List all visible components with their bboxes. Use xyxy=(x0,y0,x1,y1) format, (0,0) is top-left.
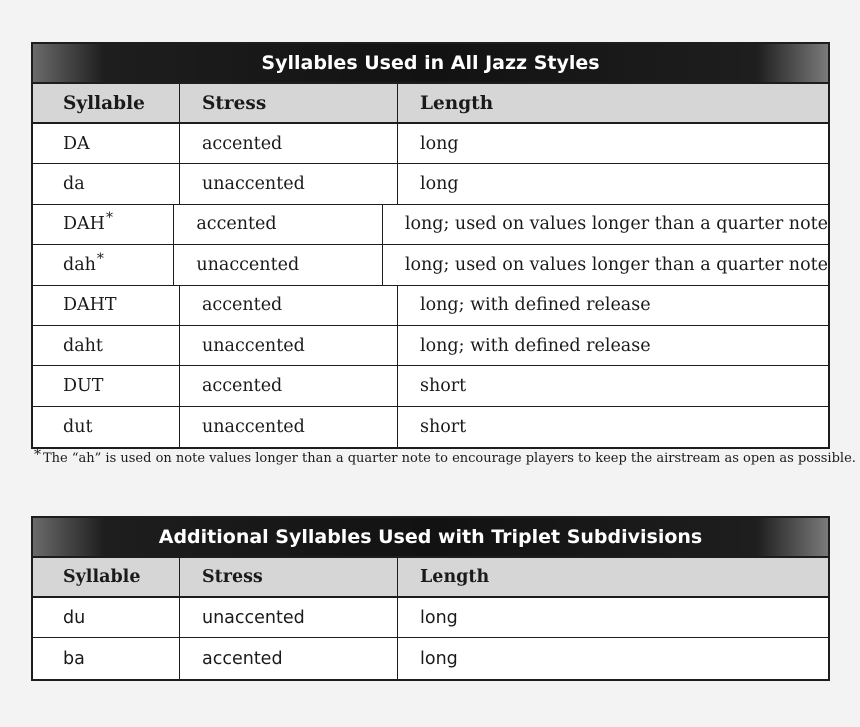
syllable-cell: da xyxy=(33,164,180,203)
header-length: Length xyxy=(420,567,490,587)
table-row xyxy=(33,326,828,366)
syllable-cell: daht xyxy=(33,326,180,365)
header-row xyxy=(33,558,828,598)
stress-cell: unaccented xyxy=(180,326,398,365)
footnote-marker: * xyxy=(96,250,104,267)
length-cell: long; with defined release xyxy=(420,335,651,356)
header-syllable: Syllable xyxy=(33,84,180,122)
syllables-table xyxy=(31,42,830,449)
footnote-text: The “ah” is used on note values longer than a quarter note to encourage players to keep the airstream as open as possible. xyxy=(43,451,856,466)
table-row xyxy=(33,124,828,164)
syllable-cell: dut xyxy=(33,407,180,447)
header-row xyxy=(33,84,828,124)
footnote xyxy=(34,447,856,466)
stress-cell: accented xyxy=(180,286,398,325)
syllable-cell: DAHT xyxy=(33,286,180,325)
length-cell: long; with defined release xyxy=(420,295,651,316)
length-cell: short xyxy=(420,416,467,437)
length-cell: long; used on values longer than a quarter note xyxy=(404,214,828,235)
table-row xyxy=(33,598,828,638)
length-cell: long xyxy=(420,648,458,669)
length-cell: long xyxy=(420,607,458,628)
table-row xyxy=(33,205,828,245)
syllable-cell: DAH * xyxy=(33,205,174,244)
stress-cell: unaccented xyxy=(180,164,398,203)
syllable-cell: du xyxy=(33,598,180,637)
stress-cell: unaccented xyxy=(174,245,383,284)
table-row xyxy=(33,638,828,678)
length-cell: long xyxy=(420,174,459,195)
length-cell: short xyxy=(420,376,467,397)
stress-cell: accented xyxy=(180,366,398,405)
header-length: Length xyxy=(420,92,494,114)
table-row xyxy=(33,164,828,204)
header-stress: Stress xyxy=(180,558,398,596)
stress-cell: unaccented xyxy=(180,407,398,447)
length-cell: long xyxy=(420,133,459,154)
header-stress: Stress xyxy=(180,84,398,122)
stress-cell: accented xyxy=(174,205,383,244)
syllable-cell: DA xyxy=(33,124,180,163)
table-row xyxy=(33,245,828,285)
table-row xyxy=(33,366,828,406)
syllable-cell: ba xyxy=(33,638,180,678)
table-row xyxy=(33,286,828,326)
footnote-marker: * xyxy=(34,447,41,463)
table-title: Additional Syllables Used with Triplet Subdivisions xyxy=(33,518,828,558)
table-row xyxy=(33,407,828,447)
header-syllable: Syllable xyxy=(33,558,180,596)
footnote-marker: * xyxy=(105,210,113,227)
triplet-syllables-table xyxy=(31,516,830,681)
length-cell: long; used on values longer than a quarter note xyxy=(404,254,828,275)
syllable-cell: dah * xyxy=(33,245,174,284)
stress-cell: accented xyxy=(180,638,398,678)
table-title: Syllables Used in All Jazz Styles xyxy=(33,44,828,84)
stress-cell: accented xyxy=(180,124,398,163)
stress-cell: unaccented xyxy=(180,598,398,637)
syllable-cell: DUT xyxy=(33,366,180,405)
